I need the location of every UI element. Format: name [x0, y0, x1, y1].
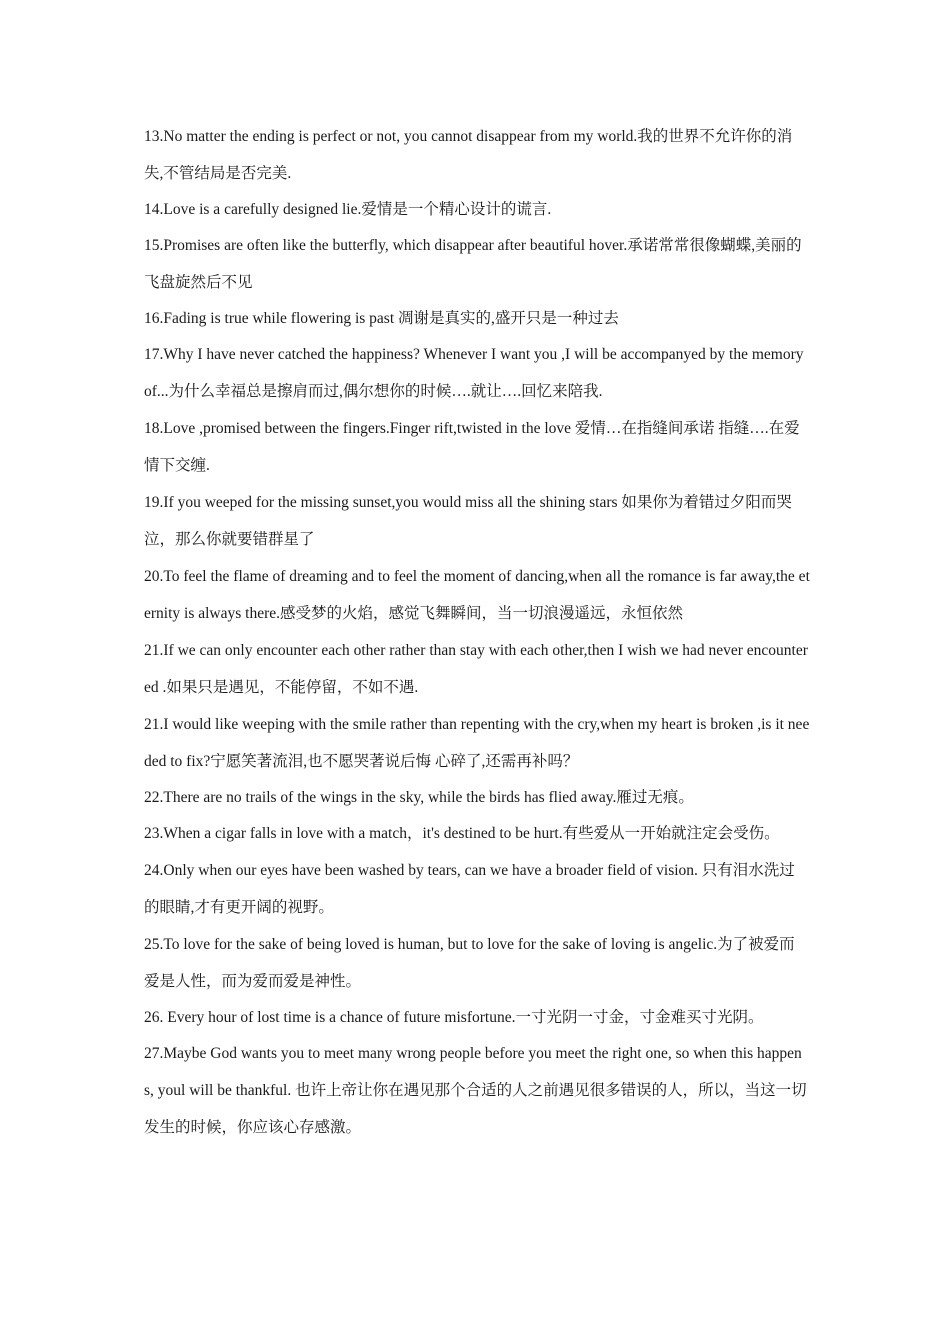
quote-item-23: 23.When a cigar falls in love with a match，it's destined to be hurt.有些爱从一开始就注定会受伤。 — [144, 825, 780, 842]
quote-item-13: 13.No matter the ending is perfect or not, you cannot disappear from my world.我的世界不允许你的消失,不管结局是否完美. — [144, 128, 793, 182]
quote-item-21a: 21.If we can only encounter each other rather than stay with each other,then I wish we had never encountered .如果只是遇见，不能停留，不如不遇. — [144, 642, 808, 696]
quote-item-22: 22.There are no trails of the wings in the sky, while the birds has flied away.雁过无痕。 — [144, 789, 694, 806]
quote-item-16: 16.Fading is true while flowering is past 凋谢是真实的,盛开只是一种过去 — [144, 310, 619, 327]
quote-item-15: 15.Promises are often like the butterfly, which disappear after beautiful hover.承诺常常很像蝴蝶,美丽的飞盘旋然后不见 — [144, 237, 802, 291]
document-body — [144, 118, 810, 1146]
quote-item-18: 18.Love ,promised between the fingers.Finger rift,twisted in the love 爱情…在指缝间承诺 指缝….在爱情下交缠. — [144, 420, 800, 474]
quote-item-21b: 21.I would like weeping with the smile rather than repenting with the cry,when my heart is broken ,is it needed to fix?宁愿笑著流泪,也不愿哭著说后悔 心碎了,还需再补吗？ — [144, 716, 810, 770]
quote-item-14: 14.Love is a carefully designed lie.爱情是一个精心设计的谎言. — [144, 201, 552, 218]
quote-item-17: 17.Why I have never catched the happiness? Whenever I want you ,I will be accompanyed by the memory of...为什么幸福总是擦肩而过,偶尔想你的时候….就让….回忆来陪我. — [144, 346, 804, 400]
quote-item-25: 25.To love for the sake of being loved is human, but to love for the sake of loving is angelic.为了被爱而爱是人性，而为爱而爱是神性。 — [144, 936, 795, 990]
quote-item-27: 27.Maybe God wants you to meet many wrong people before you meet the right one, so when this happens, youl will be thankful. 也许上帝让你在遇见那个合适的人之前遇见很多错误的人，所以，当这一切发生的时候，你应该心存感激。 — [144, 1045, 807, 1136]
quote-item-26: 26. Every hour of lost time is a chance of future misfortune.一寸光阴一寸金，寸金难买寸光阴。 — [144, 1009, 764, 1026]
quote-item-20: 20.To feel the flame of dreaming and to feel the moment of dancing,when all the romance is far away,the eternity is always there.感受梦的火焰，感觉飞舞瞬间，当一切浪漫遥远，永恒依然 — [144, 568, 810, 622]
quote-item-24: 24.Only when our eyes have been washed by tears, can we have a broader field of vision. 只有泪水洗过的眼睛,才有更开阔的视野。 — [144, 862, 795, 916]
quote-item-19: 19.If you weeped for the missing sunset,you would miss all the shining stars 如果你为着错过夕阳而哭泣，那么你就要错群星了 — [144, 494, 792, 548]
